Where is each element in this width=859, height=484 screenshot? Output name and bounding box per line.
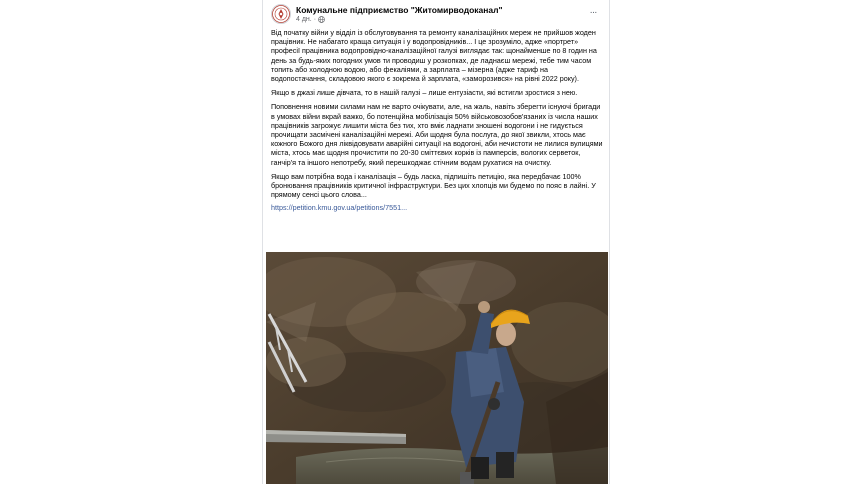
meta-separator: · [313, 16, 317, 23]
post-paragraph-2: Якщо в джазі лише дівчата, то в нашій галузі – лише ентузіасти, які встигли зростися з нею. [271, 88, 578, 98]
facebook-post [262, 0, 610, 484]
post-meta [296, 16, 325, 23]
page-avatar[interactable] [271, 4, 291, 24]
more-horizontal-icon: ··· [589, 6, 597, 18]
globe-icon [318, 16, 325, 23]
post-paragraph-3: Поповнення новими силами нам не варто очікувати, але, на жаль, навіть зберегти існуючі бригади в умовах війни вкрай важко, бо потенційна мобілізація 50% військовозобов'язаних із числа наших працівників загрожує лишити міста без тих, хто вміє ладнати зношені водогони і не гидується прочищати засмічені каналізаційні мережі. Аби щодня була послуга, до якої звикли, хтось має кожного Божого дня ліквідовувати аварійні ситуації на водогоні, аби нечистоти не лилися вулицями міста, хтось має щодня прочистити по 20-30 сміттєвих корків із памперсів, вологих серветок, ганчір'я та іншого непотребу, який перешкоджає стічним водам рухатися на очистку. [271, 102, 603, 167]
more-options-button[interactable] [587, 6, 599, 18]
petition-link[interactable]: https://petition.kmu.gov.ua/petitions/7551... [271, 203, 408, 213]
post-paragraph-1: Від початку війни у відділ із обслуговування та ремонту каналізаційних мереж не прийшов жоден працівник. Не набагато краща ситуація і у водопровідників... І це зрозуміло, адже «портрет» професії працівника водопровідно-каналізаційної галузі виглядає так: щонайменше по 8 годин на день за будь-яких погодних умов ти проводиш у розкопках, де ладнаєш мережі, тебе тим часом топить або холодною водою, або фекаліями, а зарплата – мізерна (адже тариф на водопостачання, складовою якого є зокрема й зарплата, «заморозився» на рівні 2022 року). [271, 28, 597, 84]
post-text [271, 28, 603, 213]
post-time[interactable]: 4 дн. [296, 16, 312, 23]
post-photo[interactable] [266, 252, 608, 484]
post-paragraph-4: Якщо вам потрібна вода і каналізація – будь ласка, підпишіть петицію, яка передбачає 100% бронювання працівників критичної інфраструктури. Без цих хлопців ми будемо по пояс в лайні. У прямому сенсі цього слова... [271, 171, 596, 200]
page-name[interactable]: Комунальне підприємство "Житомирводоканал" [296, 5, 503, 15]
